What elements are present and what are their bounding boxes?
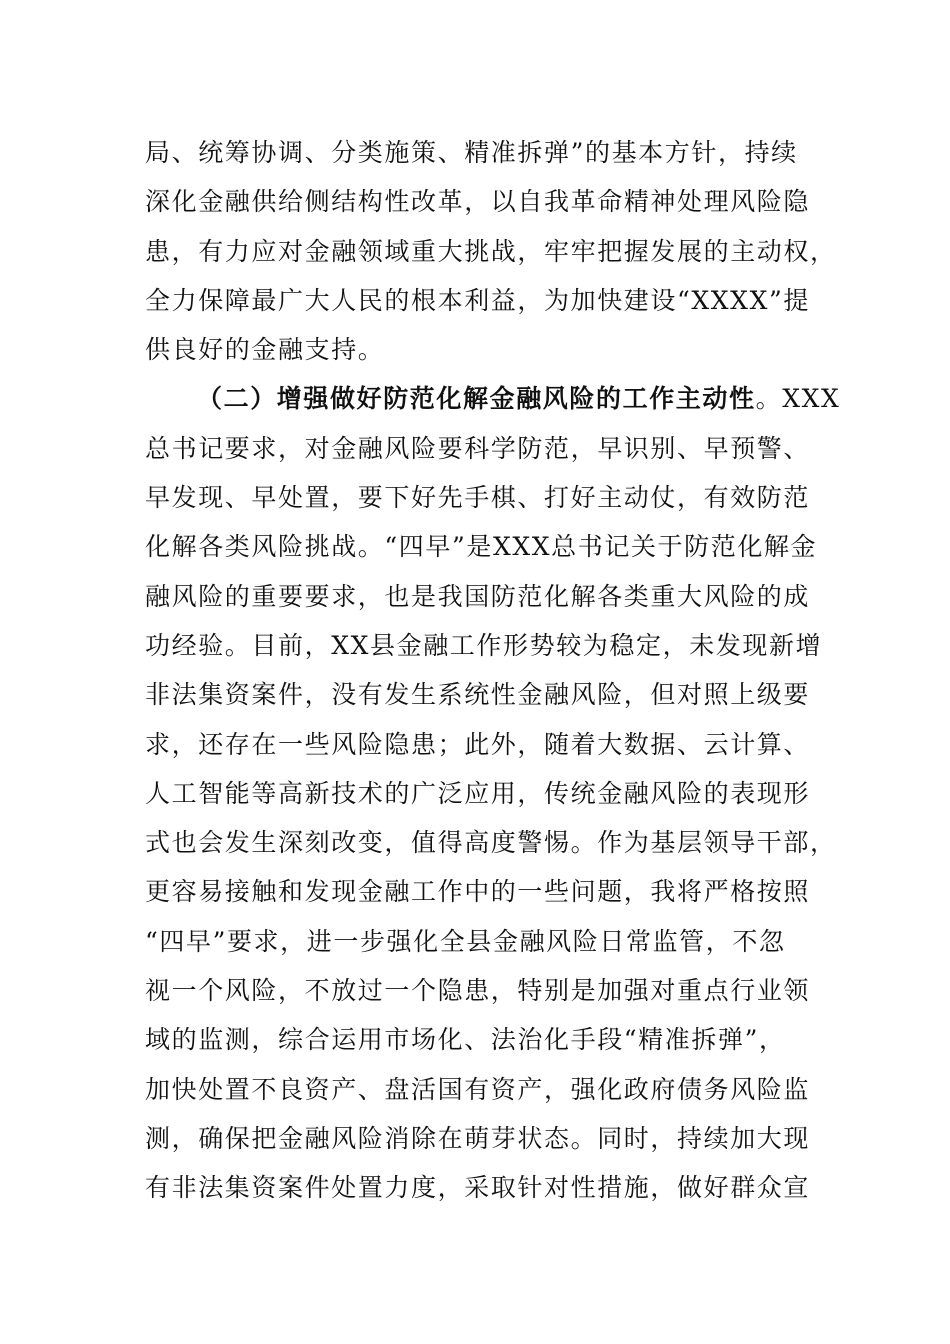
paragraph-line: 人工智能等高新技术的广泛应用，传统金融风险的表现形 xyxy=(145,778,811,808)
paragraph-line: 融风险的重要要求，也是我国防范化解各类重大风险的成 xyxy=(145,581,811,611)
paragraph-line: 域的监测，综合运用市场化、法治化手段“精准拆弹”， xyxy=(145,1025,786,1055)
paragraph-line: 局、统筹协调、分类施策、精准拆弹”的基本方针，持续 xyxy=(145,138,798,167)
section-heading-tail: 。XXX xyxy=(755,384,841,414)
paragraph-1 xyxy=(145,128,837,374)
paragraph-line: 深化金融供给侧结构性改革，以自我革命精神处理风险隐 xyxy=(145,187,811,217)
paragraph-line: 非法集资案件，没有发生系统性金融风险，但对照上级要 xyxy=(145,680,811,710)
paragraph-line: 加快处置不良资产、盘活国有资产，强化政府债务风险监 xyxy=(145,1074,811,1104)
section-heading-line xyxy=(145,374,841,423)
paragraph-line: 患，有力应对金融领域重大挑战，牢牢把握发展的主动权， xyxy=(145,236,837,266)
paragraph-line: 有非法集资案件处置力度，采取针对性措施，做好群众宣 xyxy=(145,1173,811,1203)
paragraph-line: 供良好的金融支持。 xyxy=(145,335,385,365)
paragraph-line: 总书记要求，对金融风险要科学防范，早识别、早预警、 xyxy=(145,433,811,463)
paragraph-line: “四早”要求，进一步强化全县金融风险日常监管，不忽 xyxy=(145,926,786,956)
document-body xyxy=(145,128,841,1213)
paragraph-line: 功经验。目前，XX县金融工作形势较为稳定，未发现新增 xyxy=(145,630,823,660)
paragraph-line: 全力保障最广大人民的根本利益，为加快建设“XXXX”提 xyxy=(145,285,810,315)
paragraph-line: 求，还存在一些风险隐患；此外，随着大数据、云计算、 xyxy=(145,729,811,759)
paragraph-line: 式也会发生深刻改变，值得高度警惕。作为基层领导干部， xyxy=(145,828,837,858)
paragraph-line: 视一个风险，不放过一个隐患，特别是加强对重点行业领 xyxy=(145,976,811,1006)
paragraph-line: 化解各类风险挑战。“四早”是XXX总书记关于防范化解金 xyxy=(145,532,818,562)
section-heading: （二）增强做好防范化解金融风险的工作主动性 xyxy=(197,384,756,414)
paragraph-line: 更容易接触和发现金融工作中的一些问题，我将严格按照 xyxy=(145,877,811,907)
paragraph-line: 测，确保把金融风险消除在萌芽状态。同时，持续加大现 xyxy=(145,1123,811,1153)
paragraph-line: 早发现、早处置，要下好先手棋、打好主动仗，有效防范 xyxy=(145,483,811,513)
paragraph-2 xyxy=(145,374,841,1212)
